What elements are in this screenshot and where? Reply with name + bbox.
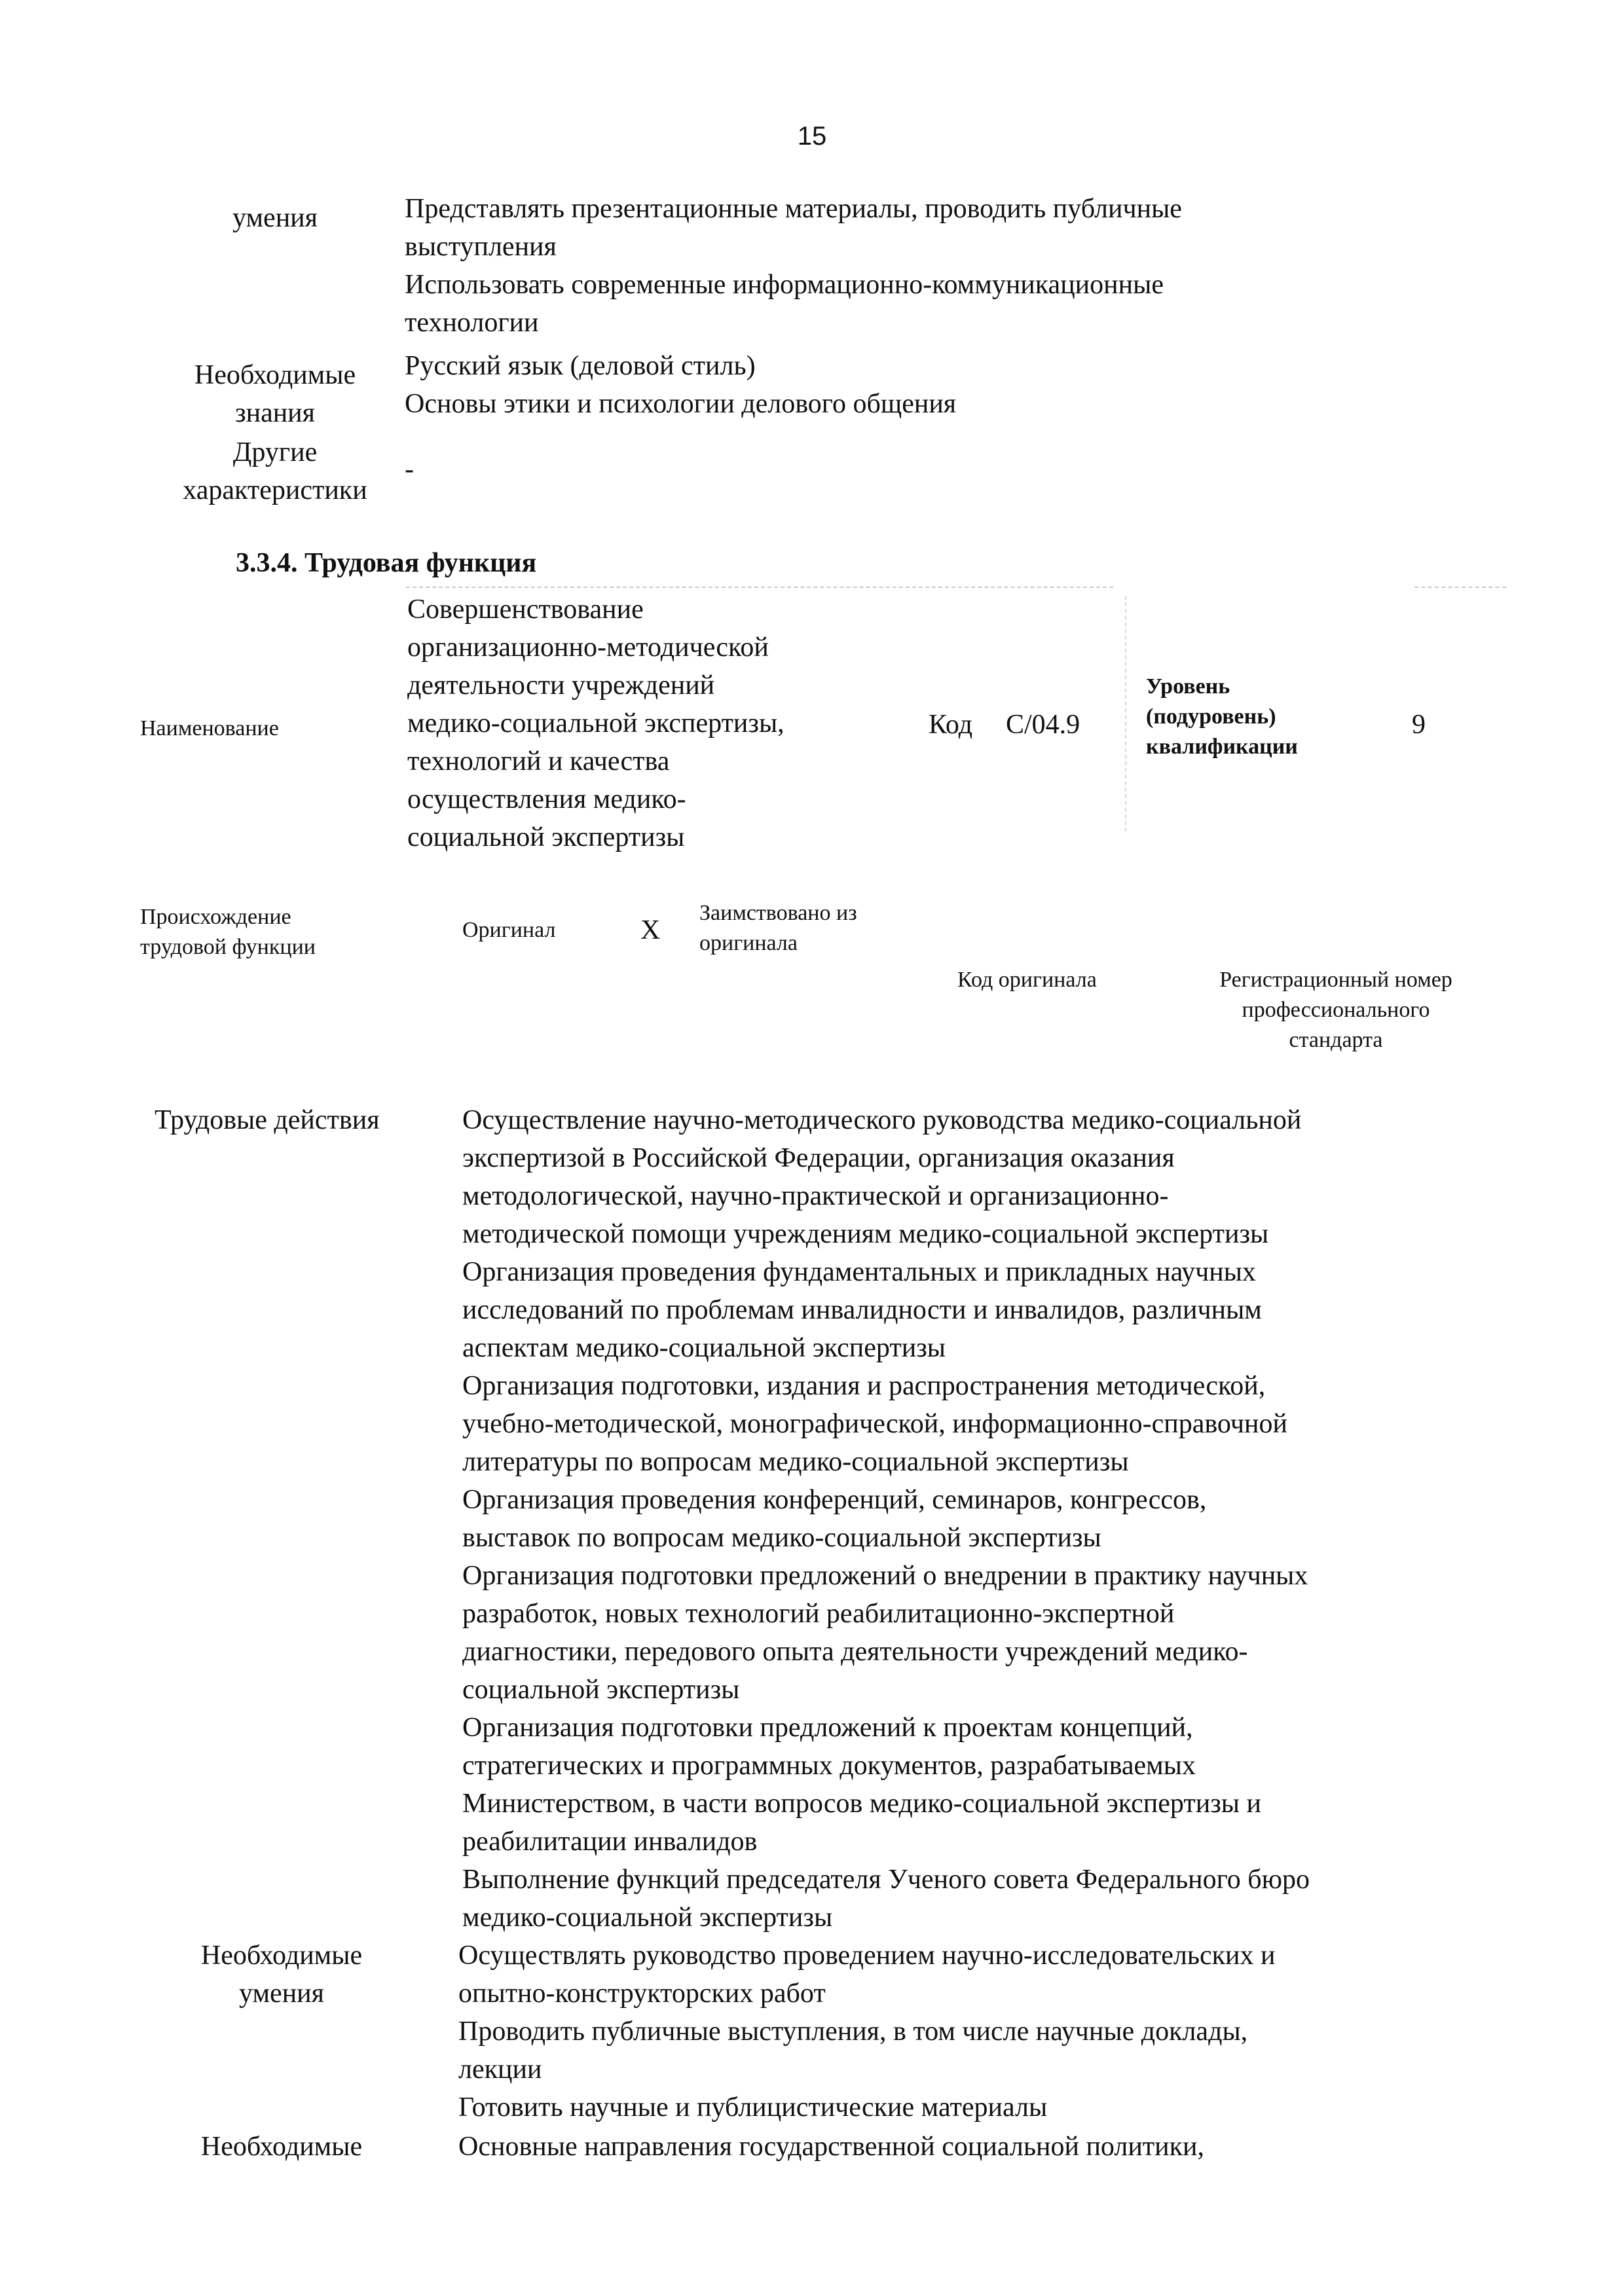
labor-action-line: Организация подготовки предложений к проектам концепций, — [462, 1713, 1193, 1743]
labor-action-line: Выполнение функций председателя Ученого совета Федерального бюро — [462, 1865, 1310, 1895]
other-characteristics-value: - — [405, 454, 414, 484]
page-number: 15 — [797, 122, 827, 151]
labor-action-line: реабилитации инвалидов — [462, 1827, 758, 1857]
labor-action-line: методической помощи учреждениям медико-социальной экспертизы — [462, 1219, 1269, 1249]
borrowed-label — [699, 898, 857, 958]
labor-action-line: Министерством, в части вопросов медико-социальной экспертизы и — [462, 1789, 1261, 1819]
reg-number-line: профессионального — [1242, 998, 1430, 1022]
required-skills-list — [458, 1937, 1276, 2126]
skill-line: Готовить научные и публицистические материалы — [458, 2092, 1048, 2123]
labor-action-line: аспектам медико-социальной экспертизы — [462, 1333, 946, 1363]
skills-tail-label: умения — [232, 203, 318, 233]
labor-action-line: Организация проведения фундаментальных и прикладных научных — [462, 1257, 1256, 1287]
labor-action-line: Организация проведения конференций, семинаров, конгрессов, — [462, 1485, 1207, 1515]
skill-line: лекции — [458, 2054, 542, 2085]
skill-line: Проводить публичные выступления, в том числе научные доклады, — [458, 2016, 1248, 2047]
labor-action-line: учебно-методической, монографической, информационно-справочной — [462, 1409, 1287, 1439]
skills-line: выступления — [405, 232, 557, 262]
section-title: 3.3.4. Трудовая функция — [236, 548, 537, 578]
labor-action-line: выставок по вопросам медико-социальной экспертизы — [462, 1523, 1101, 1553]
labor-action-line: экспертизой в Российской Федерации, организация оказания — [462, 1143, 1175, 1173]
knowledge-line: Русский язык (деловой стиль) — [405, 351, 756, 381]
header-vertical-separator — [1125, 596, 1126, 831]
origin-label-line: Происхождение — [140, 905, 291, 929]
original-code-label: Код оригинала — [957, 968, 1097, 992]
knowledge-label-line: знания — [235, 398, 315, 428]
qualification-level-label — [1146, 672, 1298, 762]
other-label-line: характеристики — [183, 475, 367, 505]
skills-list — [405, 190, 1182, 342]
labor-action-line: Организация подготовки, издания и распространения методической, — [462, 1371, 1266, 1401]
level-label-line: квалификации — [1146, 735, 1298, 759]
skill-line: Осуществлять руководство проведением научно-исследовательских и — [458, 1941, 1276, 1971]
origin-label-line: трудовой функции — [140, 935, 316, 959]
level-label-line: Уровень — [1146, 674, 1230, 699]
labor-action-line: Организация подготовки предложений о внедрении в практику научных — [462, 1561, 1308, 1591]
knowledge-label — [131, 356, 419, 432]
required-knowledge-label: Необходимые — [200, 2132, 363, 2162]
other-characteristics-label — [131, 433, 419, 509]
labor-action-line: исследований по проблемам инвалидности и инвалидов, различным — [462, 1295, 1262, 1325]
function-name-line: деятельности учреждений — [407, 670, 715, 701]
function-name — [407, 591, 784, 856]
header-dashed-line-right — [1414, 587, 1506, 588]
labor-action-line: стратегических и программных документов, разрабатываемых — [462, 1751, 1196, 1781]
function-name-line: Совершенствование — [407, 594, 644, 625]
knowledge-list — [405, 347, 956, 423]
knowledge-label-line: Необходимые — [194, 360, 356, 390]
labor-action-line: медико-социальной экспертизы — [462, 1903, 833, 1933]
registration-number-label — [1172, 965, 1500, 1055]
skills-line: Использовать современные информационно-коммуникационные — [405, 270, 1164, 300]
labor-action-line: Осуществление научно-методического руководства медико-социальной — [462, 1105, 1302, 1135]
skills-label-line: умения — [239, 1978, 324, 2009]
labor-actions-list — [462, 1101, 1310, 1937]
qualification-level-value: 9 — [1412, 710, 1426, 740]
code-value: C/04.9 — [1006, 710, 1080, 740]
original-label: Оригинал — [462, 918, 556, 942]
original-mark: X — [640, 915, 661, 945]
required-skills-label — [131, 1937, 432, 2013]
function-name-line: медико-социальной экспертизы, — [407, 708, 784, 738]
labor-action-line: методологической, научно-практической и организационно- — [462, 1181, 1169, 1211]
borrowed-label-line: оригинала — [699, 931, 798, 955]
level-label-line: (подуровень) — [1146, 704, 1276, 729]
function-name-line: социальной экспертизы — [407, 822, 685, 852]
labor-action-line: разработок, новых технологий реабилитационно-экспертной — [462, 1599, 1175, 1629]
skills-label-line: Необходимые — [200, 1941, 363, 1971]
origin-label — [140, 902, 316, 962]
skills-line: технологии — [405, 308, 539, 338]
borrowed-label-line: Заимствовано из — [699, 901, 857, 925]
function-name-line: осуществления медико- — [407, 784, 686, 814]
other-label-line: Другие — [232, 437, 318, 467]
header-dashed-line — [406, 587, 1113, 588]
knowledge-line: Основные направления государственной социальной политики, — [458, 2132, 1205, 2162]
function-name-line: технологий и качества — [407, 746, 670, 776]
reg-number-line: Регистрационный номер — [1219, 968, 1452, 992]
function-name-line: организационно-методической — [407, 632, 769, 663]
labor-action-line: литературы по вопросам медико-социальной экспертизы — [462, 1447, 1129, 1477]
code-label: Код — [929, 710, 973, 740]
skills-line: Представлять презентационные материалы, проводить публичные — [405, 194, 1182, 224]
required-knowledge-list — [458, 2128, 1204, 2166]
name-label: Наименование — [140, 716, 279, 740]
skill-line: опытно-конструкторских работ — [458, 1978, 826, 2009]
labor-actions-label: Трудовые действия — [155, 1105, 380, 1135]
labor-action-line: социальной экспертизы — [462, 1675, 740, 1705]
labor-action-line: диагностики, передового опыта деятельности учреждений медико- — [462, 1637, 1248, 1667]
reg-number-line: стандарта — [1289, 1028, 1383, 1052]
knowledge-line: Основы этики и психологии делового общения — [405, 389, 957, 419]
